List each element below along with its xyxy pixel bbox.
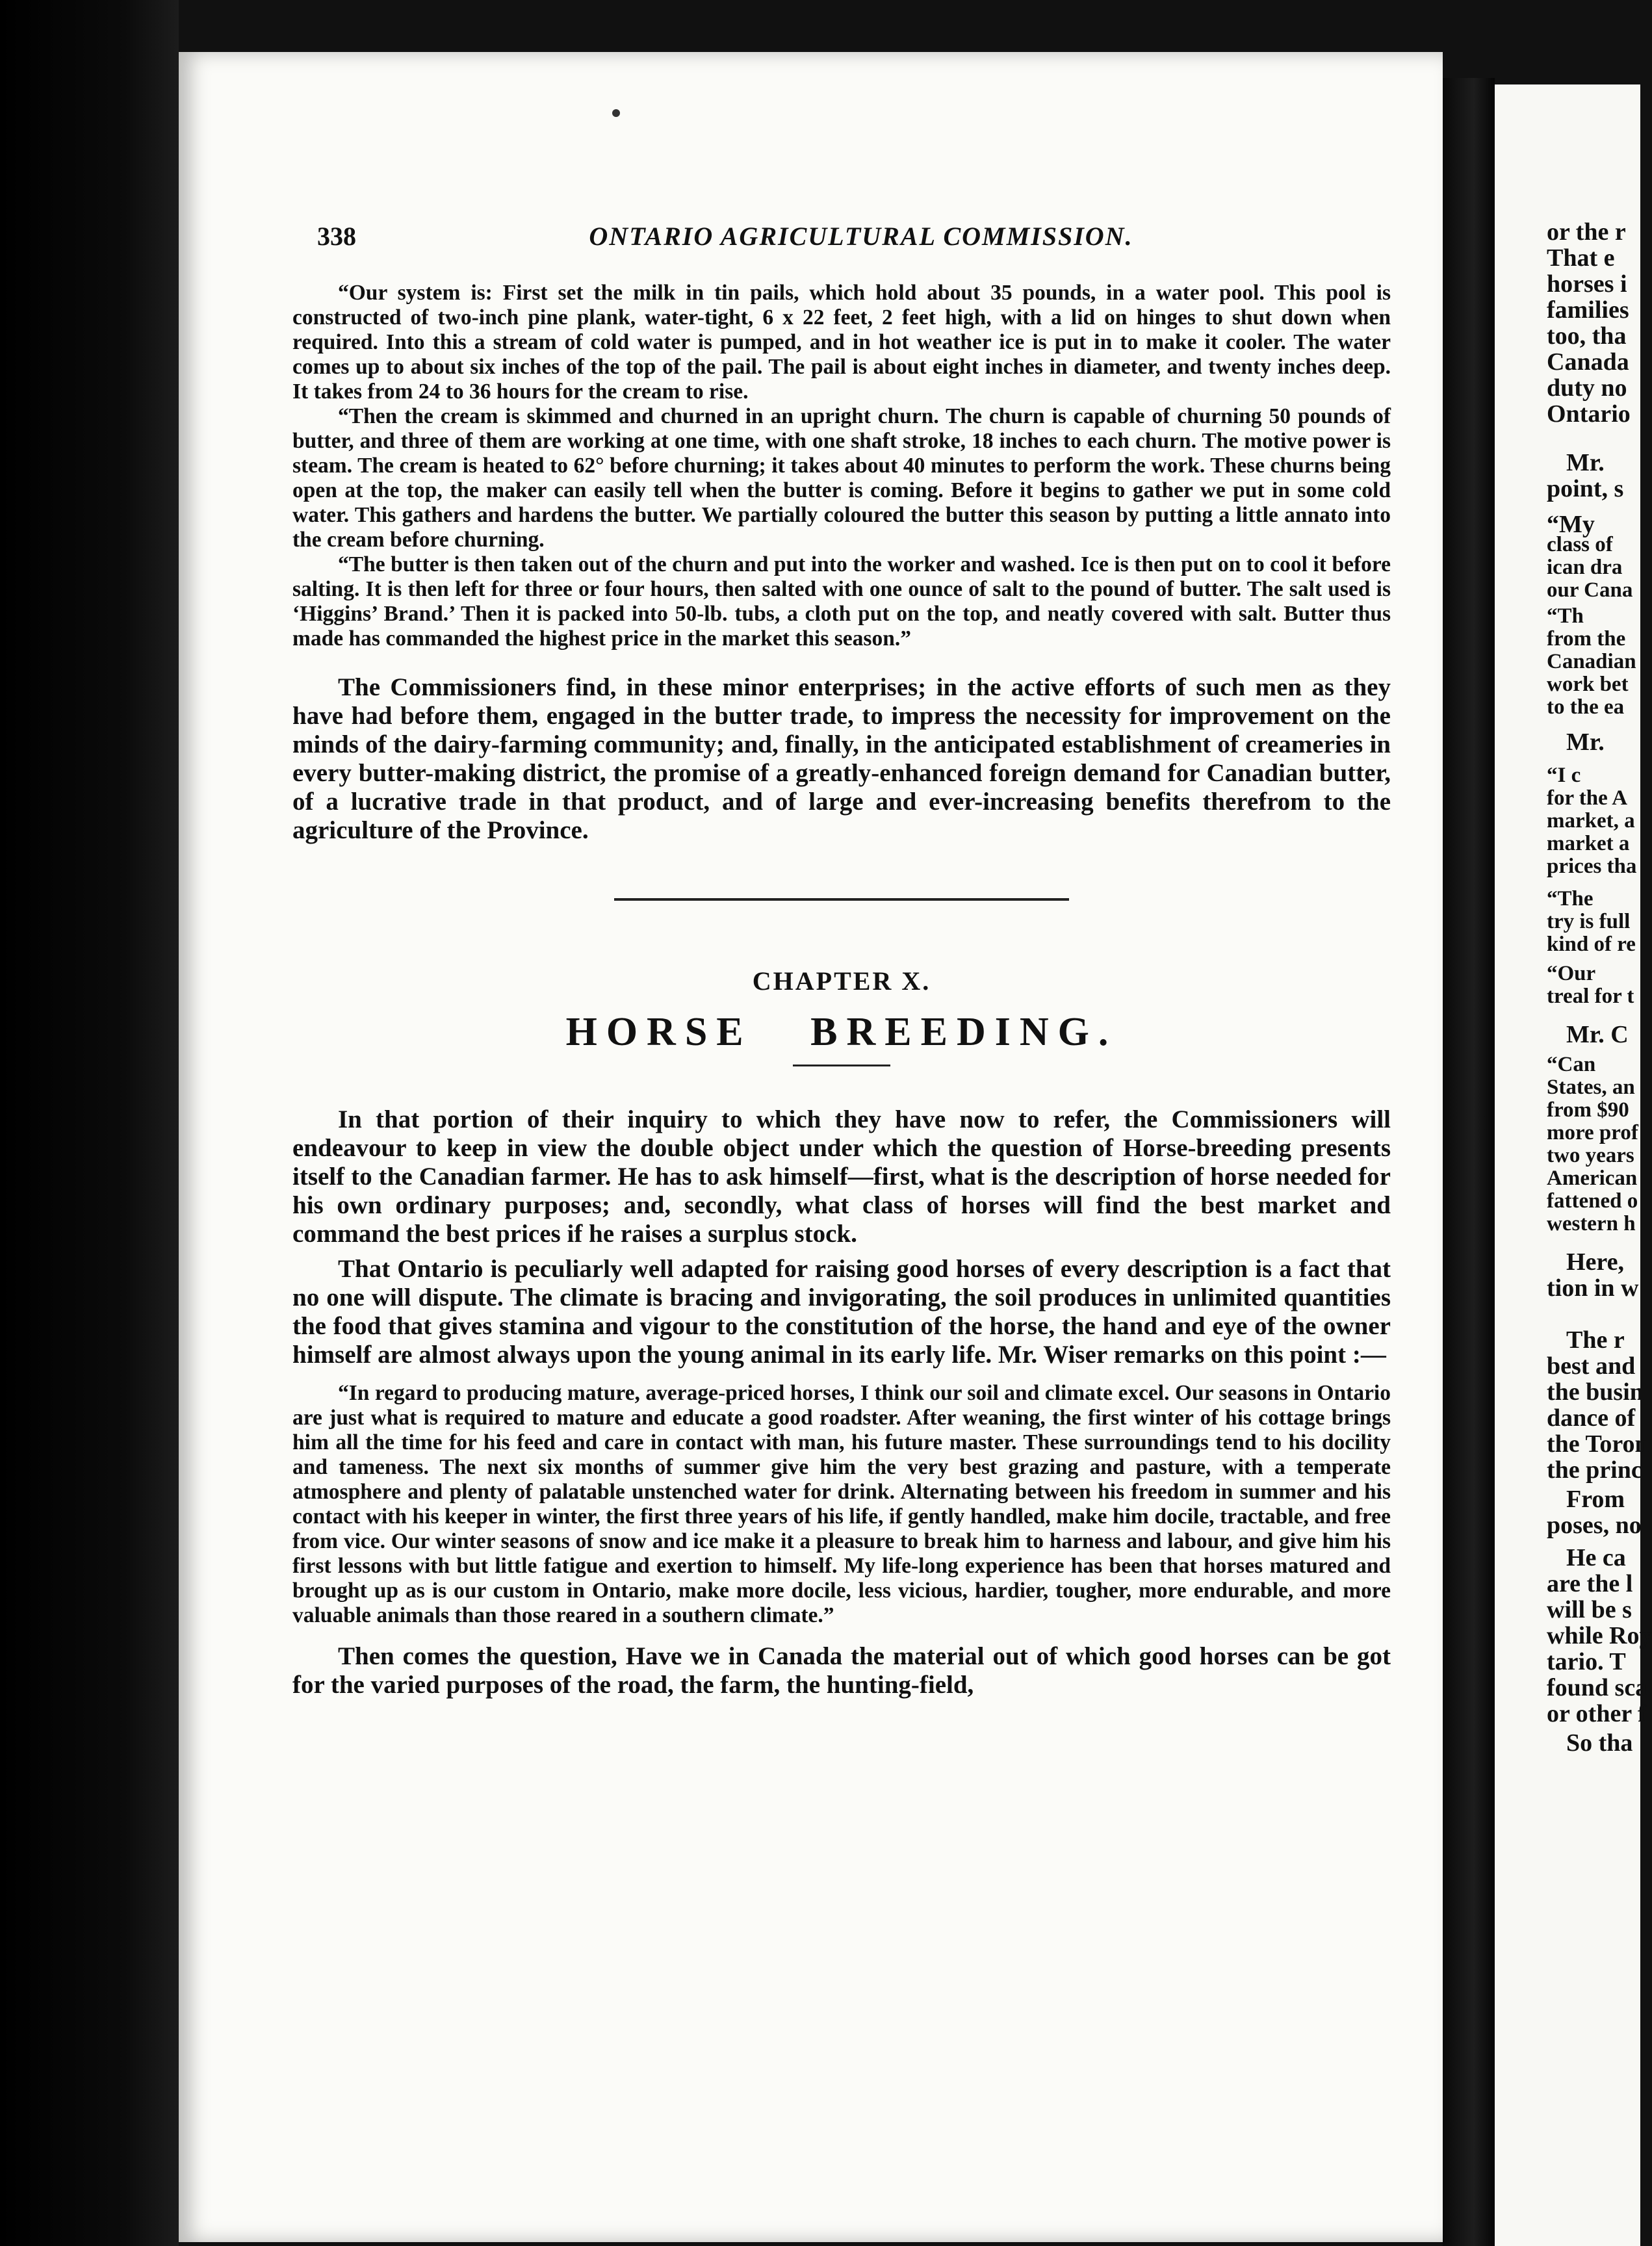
facing-page-line: So tha bbox=[1566, 1729, 1633, 1757]
page-gutter bbox=[1443, 78, 1495, 2246]
facing-page-line: ican dra bbox=[1547, 556, 1623, 579]
chapter-heading: HORSE BREEDING. bbox=[565, 1010, 1118, 1054]
book-spine-shadow bbox=[0, 0, 179, 2246]
facing-page-line: market, a bbox=[1547, 809, 1635, 833]
facing-page-line: treal for t bbox=[1547, 985, 1634, 1008]
facing-page-line: Ontario bbox=[1547, 400, 1631, 428]
wiser-quote bbox=[292, 1381, 1391, 1628]
facing-page-line: market a bbox=[1547, 832, 1630, 855]
facing-page-line: American bbox=[1547, 1167, 1638, 1190]
section-divider bbox=[614, 898, 1069, 901]
facing-page-line: Canadian bbox=[1547, 650, 1636, 673]
facing-page-line: our Cana bbox=[1547, 578, 1633, 602]
facing-page-line: “I c bbox=[1547, 764, 1581, 787]
speck-mark bbox=[612, 109, 620, 117]
facing-page-line: poses, no bbox=[1547, 1512, 1642, 1539]
facing-page-line: while Roy bbox=[1547, 1622, 1652, 1649]
facing-page-line: western h bbox=[1547, 1212, 1636, 1235]
facing-page-line: Mr. bbox=[1566, 449, 1605, 476]
facing-page-line: That e bbox=[1547, 244, 1615, 272]
heading-underline bbox=[793, 1065, 890, 1066]
body-paragraph: That Ontario is peculiarly well adapted for raising good horses of every description is a fact that no one will dispute. The climate is bracing and invigorating, the soil produces in unlimited quantities the food that gives stamina and vigour to the constitution of the horse, the hand and eye of the owner himself are almost always upon the young animal in its early life. Mr. Wiser remarks on this point :— bbox=[292, 1255, 1391, 1369]
facing-page-line: fattened o bbox=[1547, 1189, 1638, 1213]
facing-page-line: Here, bbox=[1566, 1248, 1624, 1276]
facing-page-line: work bet bbox=[1547, 673, 1629, 696]
quote-paragraph: “The butter is then taken out of the churn and put into the worker and washed. Ice is then put on to cool it before salting. It is then left for three or four hours, then salted with one ounce of salt to the pound of butter. The salt used is ‘Higgins’ Brand.’ Then it is packed into 50-lb. tubs, a cloth put on the top, and neatly covered with salt. Butter thus made has commanded the highest price in the market this season.” bbox=[292, 552, 1391, 651]
facing-page-line: “Our bbox=[1547, 962, 1596, 985]
quote-paragraph: “Our system is: First set the milk in tin pails, which hold about 35 pounds, in a water pool. This pool is constructed of two-inch pine plank, water-tight, 6 x 22 feet, 2 feet high, with a lid on hinges to shut down when required. Into this a stream of cold water is pumped, and in hot weather ice is put in to make it cooler. The water comes up to about six inches of the top of the pail. The pail is about eight inches in diameter, and twenty inches deep. It takes from 24 to 36 hours for the cream to rise. bbox=[292, 281, 1391, 404]
facing-page-line: Mr. C bbox=[1566, 1021, 1629, 1048]
facing-page-line: for the A bbox=[1547, 786, 1628, 810]
facing-page-line: “My bbox=[1547, 511, 1595, 538]
facing-page-line: Canada bbox=[1547, 348, 1629, 376]
chapter-label: CHAPTER X. bbox=[752, 966, 931, 996]
facing-page-line: He ca bbox=[1566, 1544, 1626, 1571]
facing-page-line: point, s bbox=[1547, 475, 1624, 502]
facing-page-line: The r bbox=[1566, 1326, 1625, 1354]
page-number: 338 bbox=[317, 222, 356, 251]
facing-page-line: or other f bbox=[1547, 1700, 1646, 1727]
facing-page-line: Mr. bbox=[1566, 729, 1605, 756]
facing-page-line: best and bbox=[1547, 1352, 1636, 1380]
facing-page-line: the Toron bbox=[1547, 1430, 1649, 1458]
facing-page-line: “Can bbox=[1547, 1053, 1596, 1076]
quote-paragraph: “In regard to producing mature, average-priced horses, I think our soil and climate excel. Our seasons in Ontario are just what is required to mature and educate a good roadster. After weaning, the first winter of his cottage brings him all the time for his feed and care in contact with man, his future master. These surroundings tend to his docility and tameness. The next six months of summer give him the very best grazing and pasture, with a temperate atmosphere and plenty of palatable unstenched water for drink. Alternating between his freedom in summer and his contact with his keeper in winter, the first three years of his life, if gently handled, make him docile, tractable, and free from vice. Our winter seasons of snow and ice make it a pleasure to break him to harness and labour, and give him his first lessons with but little fatigue and exertion to himself. My life-long experience has been that horses matured and brought up as is our custom in Ontario, make more docile, less vicious, hardier, tougher, more endurable, and more valuable animals than those reared in a southern climate.” bbox=[292, 1381, 1391, 1627]
body-paragraph: Then comes the question, Have we in Canada the material out of which good horses can be got for the varied purposes of the road, the farm, the hunting-field, bbox=[292, 1642, 1391, 1699]
butter-process-quote bbox=[292, 281, 1391, 651]
running-title: ONTARIO AGRICULTURAL COMMISSION. bbox=[589, 222, 1133, 251]
facing-page-line: the busin bbox=[1547, 1378, 1644, 1406]
facing-page-line: class of bbox=[1547, 533, 1613, 556]
facing-page-line: From bbox=[1566, 1486, 1625, 1513]
facing-page-line: kind of re bbox=[1547, 933, 1636, 956]
facing-page-line: tario. T bbox=[1547, 1648, 1626, 1675]
facing-page-line: from the bbox=[1547, 627, 1626, 651]
facing-page-line: dance of bbox=[1547, 1404, 1636, 1432]
facing-page-line: families bbox=[1547, 296, 1629, 324]
facing-page-line: prices tha bbox=[1547, 855, 1637, 878]
body-paragraph: In that portion of their inquiry to which they have now to refer, the Commissioners will endeavour to keep in view the double object under which the question of Horse-breeding presents itself to the Canadian farmer. He has to ask himself—first, what is the description of horse needed for his own ordinary purposes; and, secondly, what class of horses will find the best market and command the best prices if he raises a surplus stock. bbox=[292, 1105, 1391, 1248]
facing-page-line: States, an bbox=[1547, 1076, 1635, 1099]
facing-page-line: duty no bbox=[1547, 374, 1627, 402]
facing-page-line: horses i bbox=[1547, 270, 1627, 298]
page-header bbox=[292, 221, 1391, 266]
facing-page-line: “The bbox=[1547, 887, 1594, 910]
facing-page-line: found sca bbox=[1547, 1674, 1648, 1701]
facing-page-line: try is full bbox=[1547, 910, 1631, 933]
facing-page-line: are the l bbox=[1547, 1570, 1633, 1597]
commissioners-paragraph: The Commissioners find, in these minor enterprises; in the active efforts of such men as they have had before them, engaged in the butter trade, to impress the necessity for improvement on the minds of the dairy-farming community; and, finally, in the anticipated establishment of creameries in every butter-making district, the promise of a greatly-enhanced foreign demand for Canadian butter, of a lucrative trade in that product, and of large and ever-increasing benefits therefrom to the agriculture of the Province. bbox=[292, 673, 1391, 844]
facing-page-line: from $90 bbox=[1547, 1098, 1629, 1122]
page-content bbox=[292, 221, 1391, 1699]
facing-page-line: too, tha bbox=[1547, 322, 1627, 350]
quote-paragraph: “Then the cream is skimmed and churned in an upright churn. The churn is capable of churning 50 pounds of butter, and three of them are working at one time, with one shaft stroke, 18 inches to each churn. The motive power is steam. The cream is heated to 62° before churning; it takes about 40 minutes to perform the work. These churns being open at the top, the maker can easily tell when the butter is coming. Before it begins to gather we put in some cold water. This gathers and hardens the butter. We partially coloured the butter this season by putting a little annato into the cream before churning. bbox=[292, 404, 1391, 552]
facing-page-line: tion in w bbox=[1547, 1274, 1639, 1302]
facing-page-line: more prof bbox=[1547, 1121, 1638, 1144]
facing-page-line: to the ea bbox=[1547, 695, 1625, 719]
facing-page-line: the princ bbox=[1547, 1456, 1642, 1484]
facing-page-line: will be s bbox=[1547, 1596, 1632, 1623]
facing-page bbox=[1495, 84, 1652, 2246]
facing-page-line: or the r bbox=[1547, 218, 1626, 246]
facing-page-line: “Th bbox=[1547, 604, 1584, 628]
facing-page-line: two years bbox=[1547, 1144, 1634, 1167]
